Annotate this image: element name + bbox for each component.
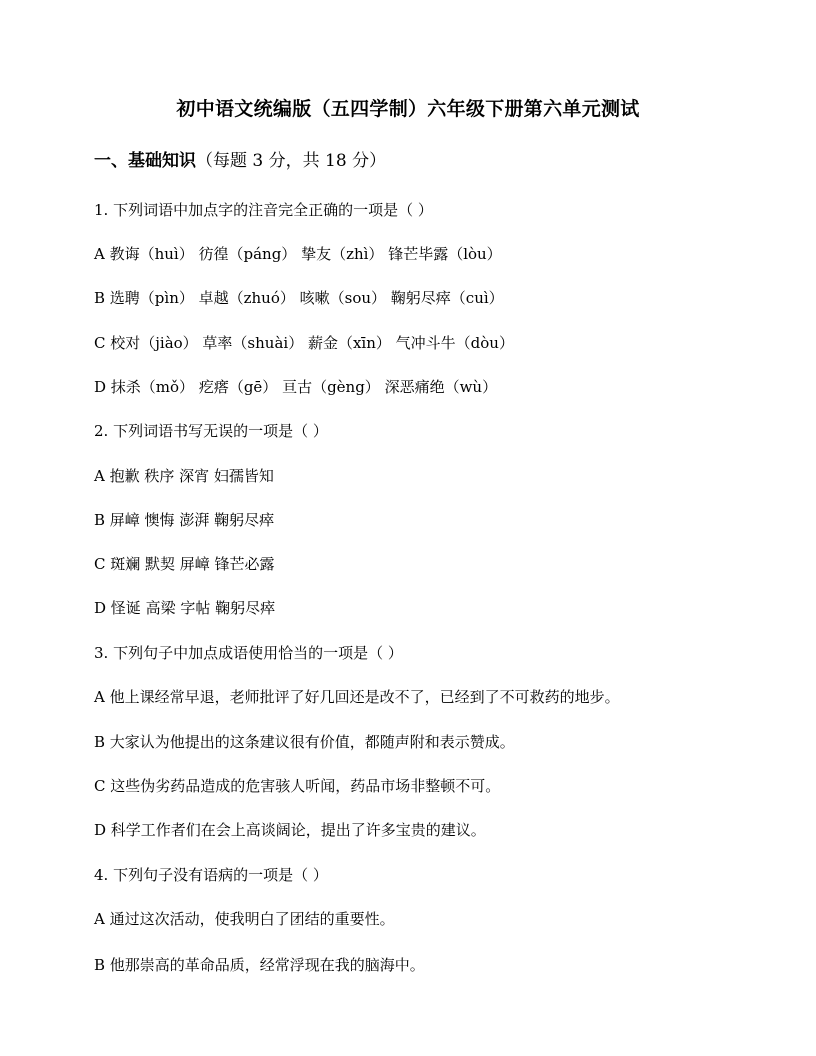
- question-2-stem: 2. 下列词语书写无误的一项是（ ）: [94, 422, 328, 440]
- question-3-option-d: D 科学工作者们在会上高谈阔论，提出了许多宝贵的建议。: [94, 821, 486, 839]
- question-3-option-a: A 他上课经常早退，老师批评了好几回还是改不了，已经到了不可救药的地步。: [94, 688, 620, 706]
- question-2-option-a: A 抱歉 秩序 深宵 妇孺皆知: [94, 467, 274, 485]
- question-1-option-a: A 教诲（huì） 彷徨（páng） 挚友（zhì） 锋芒毕露（lòu）: [94, 245, 502, 263]
- section-heading: [94, 149, 386, 173]
- question-1-option-d: D 抹杀（mǒ） 疙瘩（gē） 亘古（gèng） 深恶痛绝（wù）: [94, 378, 498, 396]
- question-2-option-d: D 怪诞 高梁 字帖 鞠躬尽瘁: [94, 599, 276, 617]
- question-1-option-c: C 校对（jiào） 草率（shuài） 薪金（xīn） 气冲斗牛（dòu）: [94, 334, 514, 352]
- question-1-stem: 1. 下列词语中加点字的注音完全正确的一项是（ ）: [94, 201, 433, 219]
- question-3-option-c: C 这些伪劣药品造成的危害骇人听闻，药品市场非整顿不可。: [94, 777, 501, 795]
- section-heading-label: 一、基础知识: [94, 151, 196, 171]
- question-4-option-a: A 通过这次活动，使我明白了团结的重要性。: [94, 910, 395, 928]
- question-1-option-b: B 选聘（pìn） 卓越（zhuó） 咳嗽（sou） 鞠躬尽瘁（cuì）: [94, 289, 504, 307]
- question-3-option-b: B 大家认为他提出的这条建议很有价值，都随声附和表示赞成。: [94, 733, 515, 751]
- question-2-option-b: B 屏嶂 懊悔 澎湃 鞠躬尽瘁: [94, 511, 275, 529]
- question-2-option-c: C 斑斓 默契 屏嶂 锋芒必露: [94, 555, 275, 573]
- question-3-stem: 3. 下列句子中加点成语使用恰当的一项是（ ）: [94, 644, 403, 662]
- section-heading-note: （每题 3 分，共 18 分）: [196, 151, 387, 171]
- question-4-option-b: B 他那崇高的革命品质，经常浮现在我的脑海中。: [94, 956, 425, 974]
- document-title: 初中语文统编版（五四学制）六年级下册第六单元测试: [176, 98, 640, 120]
- question-4-stem: 4. 下列句子没有语病的一项是（ ）: [94, 866, 328, 884]
